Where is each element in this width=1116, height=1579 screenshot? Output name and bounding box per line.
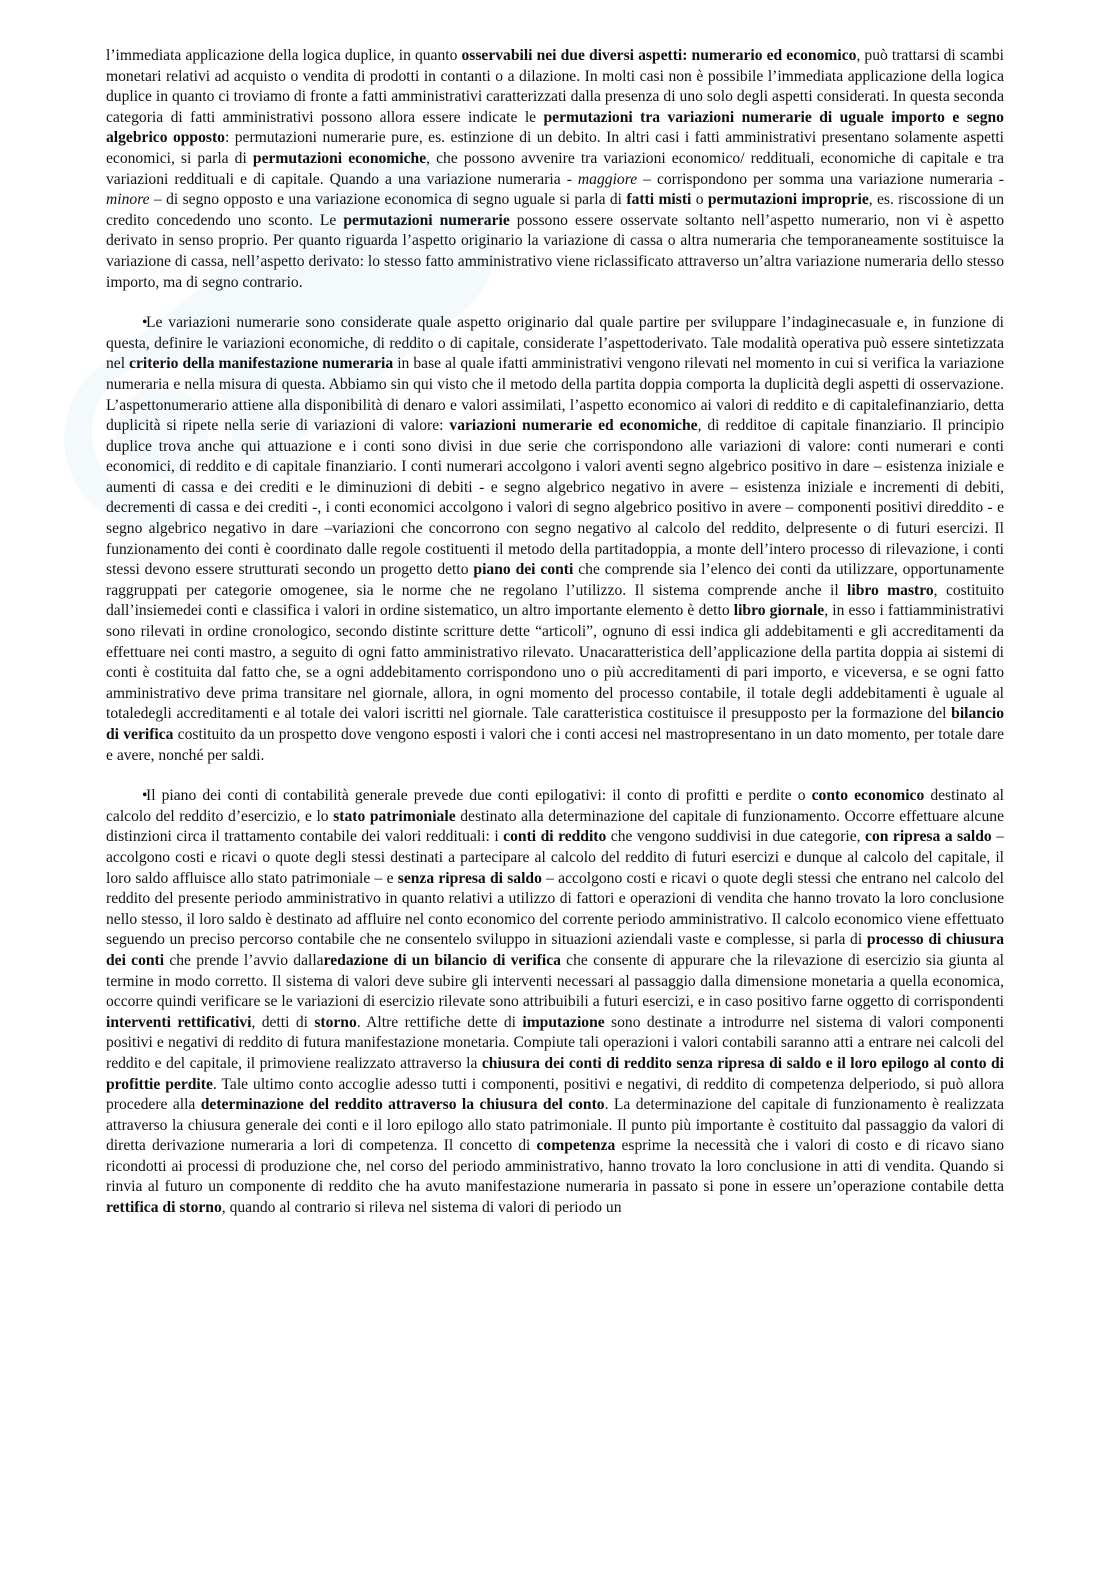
text-run: esprime la necessità che i valori di costo e di ricavo siano ricondotti ai processi di produzione che, nel corso del periodo amministrativo, hanno trovato la loro conclusione in atti di vendita. Quando si rinvia al futuro un componente di reddito che ha avuto manifestazione numeraria in passato si pone in essere un’operazione contabile detta [106, 1137, 1004, 1196]
text-run: , in esso i fattiamministrativi sono rilevati in ordine cronologico, secondo distinte scritture dette “articoli”, ognuno di essi indica gli addebitamenti e gli accreditamenti da effettuare nei conti mastro, a seguito di ogni fatto amministrativo rilevato. Unacaratteristica dell’applicazione della partita doppia ai sistemi di conti è costituita dal fatto che, se a ogni addebitamento corrispondono uno o più accreditamenti di pari importo, e viceversa, e se ogni fatto amministrativo deve prima transitare nel giornale, allora, in ogni momento del processo contabile, il totale degli addebitamenti è uguale al totaledegli accreditamenti e al totale dei valori iscritti nel giornale. Tale caratteristica costituisce il presupposto per la formazione del [106, 602, 1004, 723]
text-run: – corrispondono per somma una variazione numeraria - [637, 170, 1004, 188]
paragraph-1 [106, 46, 1004, 293]
text-run: possono essere osservate soltanto nell’aspetto numerario, non vi è aspetto derivato in senso proprio. Per quanto riguarda l’aspetto originario la variazione di cassa o altra numeraria che temporaneamente sostituisce la variazione di cassa, nell’aspetto derivato: lo stesso fatto amministrativo viene riclassificato attraverso un’altra variazione numeraria dello stesso importo, ma di segno contrario. [106, 211, 1004, 291]
bold-term: osservabili nei due diversi aspetti: numerario ed economico [461, 47, 857, 64]
paragraph-3: •Il piano dei conti di contabilità generale prevede due conti epilogativi: il conto di profitti e perdite o conto economico destinato al calcolo del reddito d’esercizio, e lo stato patrimoniale destinato alla determinazione del capitale di funzionamento. Occorre effettuare alcune distinzioni circa il trattamento contabile dei valori reddituali: i conti di reddito che vengono suddivisi in due categorie, con ripresa a saldo – accolgono costi e ricavi o quote degli stessi destinati a partecipare al calcolo del reddito di futuri esercizi e dunque al calcolo del capitale, il loro saldo affluisce allo stato patrimoniale – e senza ripresa di saldo – accolgono costi e ricavi o quote degli stessi che entrano nel calcolo del reddito del presente periodo amministrativo in quanto relativi a utilizzo di fattori e operazioni di vendita che hanno trovato la loro conclusione nello stesso, il loro saldo è destinato ad affluire nel conto economico del corrente periodo amministrativo. Il calcolo economico viene effettuato seguendo un preciso percorso contabile che ne consentelo sviluppo in situazioni aziendali vaste e complesse, si parla di processo di chiusura dei conti che prende l’avvio dallaredazione di un bilancio di verifica che consente di appurare che la rilevazione di esercizio sia giunta al termine in modo corretto. Il sistema di valori deve subire gli interventi necessari al passaggio dalla dimensione monetaria a quella economica, occorre quindi verificare se le variazioni di esercizio rilevate sono attribuibili a futuri esercizi, e in caso positivo farne oggetto di corrispondenti interventi rettificativi, detti di storno. Altre rettifiche dette di imputazione sono destinate a introdurre nel sistema di valori componenti positivi e negativi di reddito di futura manifestazione monetaria. Compiute tali operazioni i valori contabili saranno atti a entrare nei calcoli del reddito e del capitale, il primoviene realizzato attraverso la chiusura dei conti di reddito senza ripresa di saldo e il loro epilogo al conto di profittie perdite. Tale ultimo conto accoglie adesso tutti i componenti, positivi e negativi, di reddito di competenza delperiodo, si può allora procedere alla determinazione del reddito attraverso la chiusura del conto. La determinazione del capitale di funzionamento è realizzata attraverso la chiusura generale dei conti e il loro epilogo allo stato patrimoniale. Il punto più importante è costituito dal passaggio da valori di diretta derivazione numeraria a lori di competenza. Il concetto di competenza esprime la necessità che i valori di costo e di ricavo siano ricondotti ai processi di produzione che, nel corso del periodo amministrativo, hanno trovato la loro conclusione in atti di vendita. Quando si rinvia al futuro un componente di reddito che ha avuto manifestazione numeraria in passato si pone in essere un’operazione contabile detta rettifica di storno, quando al contrario si rileva nel sistema di valori di periodo un [106, 787, 1005, 1217]
text-run: , può trattarsi di scambi monetari relativi ad acquisto o vendita di prodotti in contanti o a dilazione. In molti casi non è possibile l’immediata applicazione della logica duplice in quanto ci troviamo di fronte a fatti amministrativi caratterizzati dalla presenza di uno solo degli aspetti considerati. In questa seconda categoria di fatti amministrativi possono allora essere indicate le [106, 47, 1004, 126]
bold-term: imputazione [522, 1013, 605, 1031]
paragraph-2: •Le variazioni numerarie sono considerate quale aspetto originario dal quale partire per sviluppare l’indaginecasuale e, in funzione di questa, definire le variazioni economiche, di reddito o di capitale, considerate l’aspettoderivato. Tale modalità operativa può essere sintetizzata nel criterio della manifestazione numeraria in base al quale ifatti amministrativi vengono rilevati nel momento in cui si verifica la variazione numeraria e nella misura di questa. Abbiamo sin qui visto che il metodo della partita doppia comporta la duplicità degli aspetti di osservazione. L’aspettonumerario attiene alla disponibilità di denaro e valori assimilati, l’aspetto economico ai valori di reddito e di capitalefinanziario, detta duplicità si ripete nella serie di variazioni di valore: variazioni numerarie ed economiche, di redditoe di capitale finanziario. Il principio duplice trova anche qui attuazione e i conti sono divisi in due serie che corrispondono alle variazioni di valore: conti numerari e conti economici, di reddito e di capitale finanziario. I conti numerari accolgono i valori aventi segno algebrico positivo in dare – esistenza iniziale e aumenti di cassa e dei crediti e le diminuzioni di debiti - e segno algebrico negativo in avere – esistenza iniziale e incrementi di debiti, decrementi di cassa e dei crediti -, i conti economici accolgono i valori di segno algebrico positivo in avere – componenti positivi direddito - e segno algebrico negativo in dare –variazioni che concorrono con segno negativo al calcolo del reddito, delpresente o di futuri esercizi. Il funzionamento dei conti è coordinato dalle regole costituenti il metodo della partitadoppia, a monte dell’intero processo di rilevazione, i conti stessi devono essere strutturati secondo un progetto detto piano dei conti che comprende sia l’elenco dei conti da utilizzare, opportunamente raggruppati per categorie omogenee, sia le norme che ne regolano l’utilizzo. Il sistema comprende anche il libro mastro, costituito dall’insiemedei conti e classifica i valori in ordine sistematico, un altro importante elemento è detto libro giornale, in esso i fattiamministrativi sono rilevati in ordine cronologico, secondo distinte scritture dette “articoli”, ognuno di essi indica gli addebitamenti e gli accreditamenti da effettuare nei conti mastro, a seguito di ogni fatto amministrativo rilevato. Unacaratteristica dell’applicazione della partita doppia ai sistemi di conti è costituita dal fatto che, se a ogni addebitamento corrispondono uno o più accreditamenti di pari importo, e viceversa, e se ogni fatto amministrativo deve prima transitare nel giornale, allora, in ogni momento del processo contabile, il totale degli addebitamenti è uguale al totaledegli accreditamenti e al totale dei valori iscritti nel giornale. Tale caratteristica costituisce il presupposto per la formazione del bilancio di verifica costituito da un prospetto dove vengono esposti i valori che i conti accesi nel mastropresentano in un dato momento, per totale dare e avere, nonché per saldi. [106, 314, 1005, 764]
bold-term: senza ripresa di saldo [397, 869, 542, 887]
text-run: che consente di appurare che la rilevazione di esercizio sia giunta al termine in modo corretto. Il sistema di valori deve subire gli interventi necessari al passaggio dalla dimensione monetaria a quella economica, occorre quindi verificare se le variazioni di esercizio rilevate sono attribuibili a futuri esercizi, e in caso positivo farne oggetto di corrispondenti [106, 951, 1004, 1011]
text-run: Le variazioni numerarie sono considerate quale aspetto originario dal quale partire per sviluppare l’indaginecasuale e, in funzione di questa, definire le variazioni economiche, di reddito o di capitale, considerate l’aspettoderivato. Tale modalità operativa può essere sintetizzata nel [106, 314, 1004, 373]
bold-term: fatti misti [626, 191, 692, 209]
text-run: – di segno opposto e una variazione economica di segno uguale si parla di [149, 191, 627, 209]
bold-term: chiusura dei conti di reddito senza ripresa di saldo e il loro epilogo al conto di profittie perdite [106, 1054, 1004, 1093]
bold-term: storno [314, 1013, 357, 1031]
text-run: che vengono suddivisi in due categorie, [606, 828, 866, 846]
bold-term: permutazioni tra variazioni numerarie di uguale importo e segno algebrico opposto [106, 108, 1004, 147]
text-run: destinato alla determinazione del capitale di funzionamento. Occorre effettuare alcune distinzioni circa il trattamento contabile dei valori reddituali: i [106, 807, 1004, 846]
text-run: , costituito dall’insiemedei conti e classifica i valori in ordine sistematico, un altro importante elemento è detto [106, 581, 1004, 620]
text-run: , quando al contrario si rileva nel sistema di valori di periodo un [221, 1199, 622, 1217]
bold-term: conto economico [811, 787, 925, 805]
bold-term: criterio della manifestazione numeraria [129, 355, 394, 373]
text-run: l’immediata applicazione della logica duplice, in quanto [106, 47, 462, 64]
bold-term: processo di chiusura dei conti [106, 931, 1004, 969]
bold-term: rettifica di storno [106, 1199, 222, 1217]
text-run: che prende l’avvio dalla [164, 951, 324, 969]
text-run: – accolgono costi e ricavi o quote degli stessi che entrano nel calcolo del reddito del presente periodo amministrativo in quanto relativi a utilizzo di fattori e operazioni di vendita che hanno trovato la loro conclusione nello stesso, il loro saldo è destinato ad affluire nel conto economico del corrente periodo amministrativo. Il calcolo economico viene effettuato seguendo un preciso percorso contabile che ne consentelo sviluppo in situazioni aziendali vaste e complesse, si parla di [106, 869, 1004, 949]
text-run: costituito da un prospetto dove vengono esposti i valori che i conti accesi nel mastropresentano in un dato momento, per totale dare e avere, nonché per saldi. [106, 726, 1004, 764]
bold-term: libro giornale [733, 602, 825, 620]
italic-term: maggiore [577, 170, 638, 188]
text-run: , che possono avvenire tra variazioni economico/ reddituali, economiche di capitale e tra variazioni reddituali e di capitale. Quando a una variazione numeraria - [106, 149, 1005, 188]
document-body [106, 46, 1004, 1219]
text-run: Il piano dei conti di contabilità generale prevede due conti epilogativi: il conto di profitti e perdite o [146, 787, 812, 805]
text-run: destinato al calcolo del reddito d’esercizio, e lo [106, 787, 1004, 825]
italic-term: minore [106, 191, 150, 209]
bold-term: permutazioni numerarie [343, 211, 510, 229]
bold-term: interventi rettificativi [106, 1013, 252, 1031]
bold-term: determinazione del reddito attraverso la chiusura del conto [200, 1096, 605, 1114]
bold-term: permutazioni improprie [707, 191, 869, 209]
text-run: . La determinazione del capitale di funzionamento è realizzata attraverso la chiusura generale dei conti e il loro epilogo allo stato patrimoniale. Il punto più importante è costituito dal passaggio da valori di diretta derivazione numeraria a lori di competenza. Il concetto di [106, 1096, 1004, 1155]
bold-term: competenza [536, 1137, 616, 1155]
bold-term: permutazioni economiche [252, 149, 427, 167]
text-run: – accolgono costi e ricavi o quote degli stessi destinati a partecipare al calcolo del reddito di futuri esercizi e dunque al calcolo del capitale, il loro saldo affluisce allo stato patrimoniale – e [106, 828, 1005, 887]
text-run: o [691, 191, 708, 209]
bold-term: stato patrimoniale [333, 807, 456, 825]
bold-term: bilancio di verifica [106, 705, 1004, 743]
text-run: sono destinate a introdurre nel sistema di valori componenti positivi e negativi di reddito di futura manifestazione monetaria. Compiute tali operazioni i valori contabili saranno atti a entrare nei calcoli del reddito e del capitale, il primoviene realizzato attraverso la [106, 1013, 1004, 1072]
text-run: , di redditoe di capitale finanziario. Il principio duplice trova anche qui attuazione e i conti sono divisi in due serie che corrispondono alle variazioni di valore: conti numerari e conti economici, di reddito e di capitale finanziario. I conti numerari accolgono i valori aventi segno algebrico positivo in dare – esistenza iniziale e aumenti di cassa e dei crediti e le diminuzioni di debiti - e segno algebrico negativo in avere – esistenza iniziale e incrementi di debiti, decrementi di cassa e dei crediti -, i conti economici accolgono i valori di segno algebrico positivo in avere – componenti positivi direddito - e segno algebrico negativo in dare –variazioni che concorrono con segno negativo al calcolo del reddito, delpresente o di futuri esercizi. Il funzionamento dei conti è coordinato dalle regole costituenti il metodo della partitadoppia, a monte dell’intero processo di rilevazione, i conti stessi devono essere strutturati secondo un progetto detto [106, 417, 1004, 579]
text-run: . Tale ultimo conto accoglie adesso tutti i componenti, positivi e negativi, di reddito di competenza delperiodo, si può allora procedere alla [106, 1075, 1004, 1114]
text-run: . Altre rettifiche dette di [356, 1013, 523, 1031]
text-run: , detti di [251, 1013, 315, 1031]
text-run: : permutazioni numerarie pure, es. estinzione di un debito. In altri casi i fatti amministrativi presentano solamente aspetti economici, si parla di [106, 129, 1005, 167]
text-run: , es. riscossione di un credito concedendo uno sconto. Le [106, 191, 1004, 229]
text-run: in base al quale ifatti amministrativi vengono rilevati nel momento in cui si verifica la variazione numeraria e nella misura di questa. Abbiamo sin qui visto che il metodo della partita doppia comporta la duplicità degli aspetti di osservazione. L’aspettonumerario attiene alla disponibilità di denaro e valori assimilati, l’aspetto economico ai valori di reddito e di capitalefinanziario, detta duplicità si ripete nella serie di variazioni di valore: [106, 355, 1005, 435]
bold-term: variazioni numerarie ed economiche [449, 417, 698, 435]
bold-term: conti di reddito [503, 828, 607, 846]
text-run: che comprende sia l’elenco dei conti da utilizzare, opportunamente raggruppati per categorie omogenee, sia le norme che ne regolano l’utilizzo. Il sistema comprende anche il [106, 561, 1005, 599]
bold-term: libro mastro [847, 581, 934, 599]
bold-term: redazione di un bilancio di verifica [323, 951, 561, 969]
bold-term: piano dei conti [473, 561, 574, 579]
bold-term: con ripresa a saldo [865, 828, 992, 846]
